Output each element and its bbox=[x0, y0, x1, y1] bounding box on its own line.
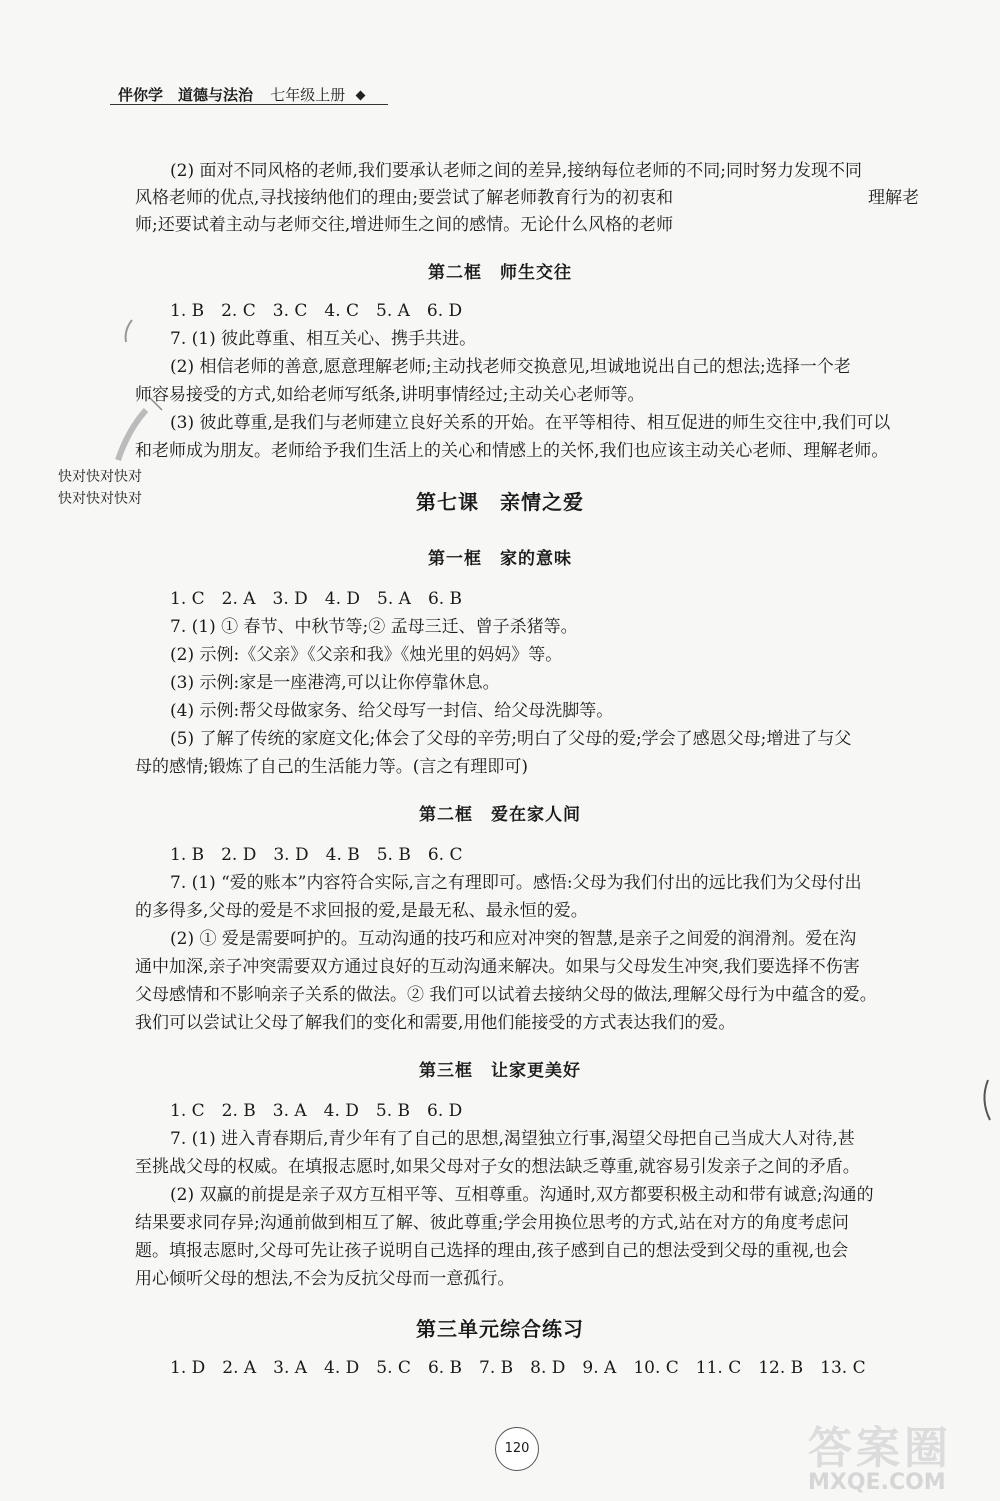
answer-line: 7. (1) 进入青春期后,青少年有了自己的思想,渴望独立行事,渴望父母把自己当成大人对待,甚 bbox=[170, 1129, 855, 1149]
section-title: 第二框 师生交往 bbox=[428, 263, 572, 283]
answer-line: 的多得多,父母的爱是不求回报的爱,是最无私、最永恒的爱。 bbox=[135, 901, 588, 921]
answer-line: 结果要求同存异;沟通前做到相互了解、彼此尊重;学会用换位思考的方式,站在对方的角度考虑问 bbox=[135, 1213, 849, 1233]
answer-line: 至挑战父母的权威。在填报志愿时,如果父母对子女的想法缺乏尊重,就容易引发亲子之间的矛盾。 bbox=[135, 1157, 860, 1177]
lesson-title: 第三单元综合练习 bbox=[416, 1317, 584, 1341]
header-rule bbox=[110, 104, 388, 105]
answer-line: (2) 面对不同风格的老师,我们要承认老师之间的差异,接纳每位老师的不同;同时努力发现不同 bbox=[170, 161, 863, 181]
answer-line: (3) 彼此尊重,是我们与老师建立良好关系的开始。在平等相待、相互促进的师生交往中,我们可以 bbox=[170, 413, 891, 433]
book-title: 伴你学 道德与法治 bbox=[118, 86, 254, 104]
text-fragment: 理解老 bbox=[868, 188, 919, 208]
answer-line: 7. (1) 彼此尊重、相互关心、携手共进。 bbox=[170, 329, 477, 349]
answer-line: (2) 示例:《父亲》《父亲和我》《烛光里的妈妈》等。 bbox=[170, 645, 563, 665]
answer-line: (3) 示例:家是一座港湾,可以让你停靠休息。 bbox=[170, 673, 500, 693]
section-title: 第二框 爱在家人间 bbox=[419, 805, 581, 825]
answer-line: 题。填报志愿时,父母可先让孩子说明自己选择的理由,孩子感到自己的想法受到父母的重视,也会 bbox=[135, 1241, 849, 1261]
answer-line: (2) 双赢的前提是亲子双方互相平等、互相尊重。沟通时,双方都要积极主动和带有诚意;沟通的 bbox=[170, 1185, 874, 1205]
answer-line: 师容易接受的方式,如给老师写纸条,讲明事情经过;主动关心老师等。 bbox=[135, 385, 645, 405]
answer-line: 1. B 2. C 3. C 4. C 5. A 6. D bbox=[170, 301, 463, 321]
answer-line: 1. B 2. D 3. D 4. B 5. B 6. C bbox=[170, 845, 463, 865]
answer-line: 母的感情;锻炼了自己的生活能力等。(言之有理即可) bbox=[135, 757, 528, 777]
diamond-icon bbox=[355, 91, 365, 101]
answer-line: 1. D 2. A 3. A 4. D 5. C 6. B 7. B 8. D 9. A 10. C 11. C 12. B 13. C bbox=[170, 1358, 866, 1378]
watermark-logo: 答案圈 bbox=[808, 1423, 952, 1474]
watermark bbox=[808, 1412, 988, 1495]
answer-line: 7. (1) “爱的账本”内容符合实际,言之有理即可。感悟:父母为我们付出的远比我们为父母付出 bbox=[170, 873, 862, 893]
answer-line: 师;还要试着主动与老师交往,增进师生之间的感情。无论什么风格的老师 bbox=[135, 215, 674, 235]
answer-line: 父母感情和不影响亲子关系的做法。② 我们可以试着去接纳父母的做法,理解父母行为中蕴含的爱。 bbox=[135, 985, 877, 1005]
section-title: 第三框 让家更美好 bbox=[419, 1061, 581, 1081]
page-number: 120 bbox=[495, 1427, 539, 1471]
answer-line: (2) ① 爱是需要呵护的。互动沟通的技巧和应对冲突的智慧,是亲子之间爱的润滑剂。爱在沟 bbox=[170, 929, 857, 949]
answer-line: 1. C 2. A 3. D 4. D 5. A 6. B bbox=[170, 589, 463, 609]
answer-line: (5) 了解了传统的家庭文化;体会了父母的辛劳;明白了父母的爱;学会了感恩父母;增进了与父 bbox=[170, 729, 852, 749]
side-note-2: 快对快对快对 bbox=[58, 491, 142, 507]
answer-line: 和老师成为朋友。老师给予我们生活上的关心和情感上的关怀,我们也应该主动关心老师、理解老师。 bbox=[135, 441, 889, 461]
answer-line: (2) 相信老师的善意,愿意理解老师;主动找老师交换意见,坦诚地说出自己的想法;选择一个老 bbox=[170, 357, 851, 377]
section-title: 第一框 家的意味 bbox=[428, 549, 572, 569]
answer-line: 风格老师的优点,寻找接纳他们的理由;要尝试了解老师教育行为的初衷和 bbox=[135, 188, 674, 208]
watermark-url: MXQE.COM bbox=[808, 1470, 946, 1495]
answer-line: 我们可以尝试让父母了解我们的变化和需要,用他们能接受的方式表达我们的爱。 bbox=[135, 1013, 736, 1033]
answer-line: 1. C 2. B 3. A 4. D 5. B 6. D bbox=[170, 1101, 463, 1121]
running-header bbox=[118, 84, 364, 105]
edge-mark-icon bbox=[978, 1075, 998, 1125]
answer-line: 用心倾听父母的想法,不会为反抗父母而一意孤行。 bbox=[135, 1269, 515, 1289]
answer-line: 通中加深,亲子冲突需要双方通过良好的互动沟通来解决。如果与父母发生冲突,我们要选择不伤害 bbox=[135, 957, 860, 977]
answer-line: (4) 示例:帮父母做家务、给父母写一封信、给父母洗脚等。 bbox=[170, 701, 614, 721]
lesson-title: 第七课 亲情之爱 bbox=[416, 490, 584, 514]
grade-label: 七年级上册 bbox=[270, 86, 346, 104]
answer-line: 7. (1) ① 春节、中秋节等;② 孟母三迁、曾子杀猪等。 bbox=[170, 617, 578, 637]
side-note-1: 快对快对快对 bbox=[58, 469, 142, 485]
